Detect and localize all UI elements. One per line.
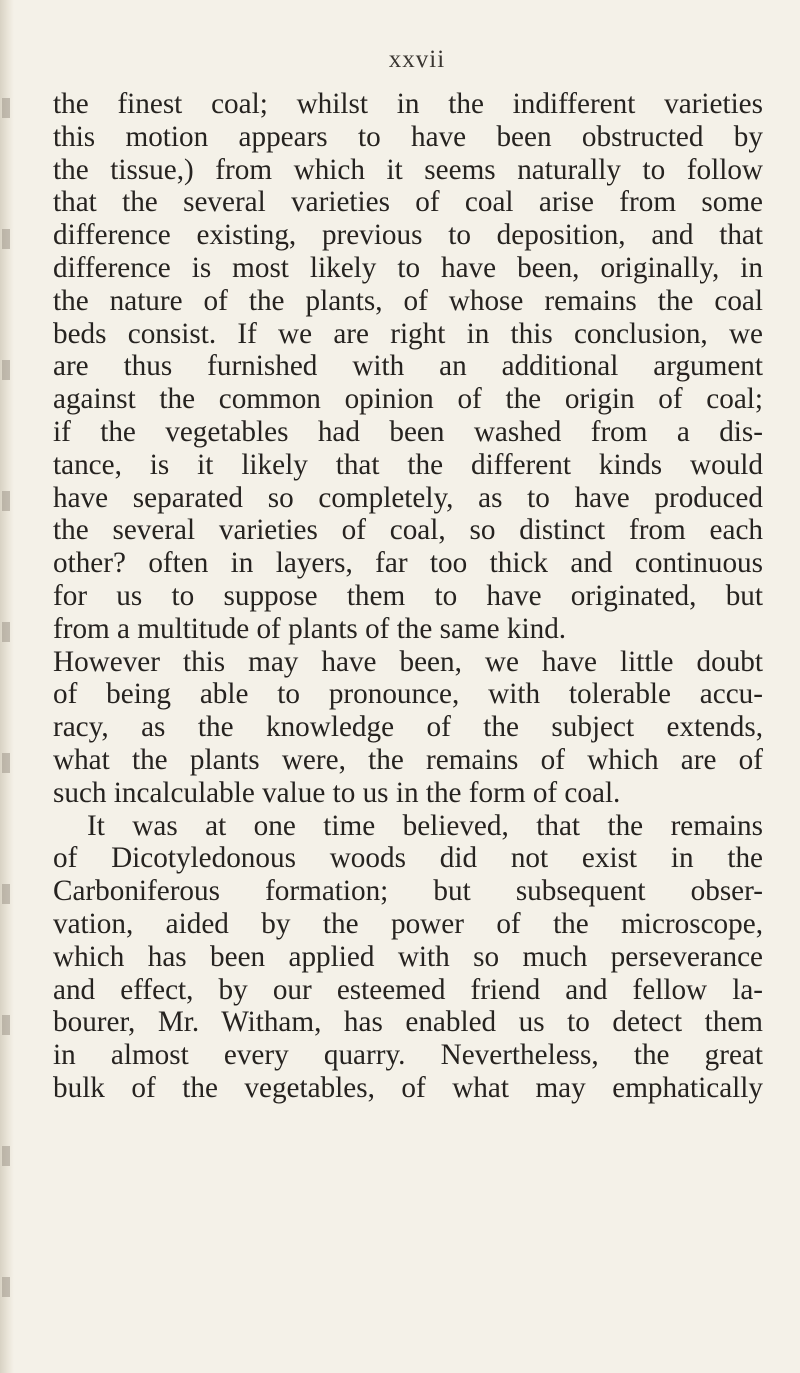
text-line: the finest coal; whilst in the indifferent varieties	[53, 88, 763, 120]
facing-page-bleed	[2, 0, 10, 1373]
text-line: bulk of the vegetables, of what may emphatically	[53, 1071, 763, 1104]
text-line: beds consist. If we are right in this conclusion, we	[53, 317, 763, 350]
text-line: of being able to pronounce, with tolerable accu-	[53, 678, 763, 711]
text-line: racy, as the knowledge of the subject extends,	[53, 711, 763, 744]
text-line: However this may have been, we have little doubt	[53, 645, 763, 678]
page-number: xxvii	[388, 46, 446, 73]
text-line: difference existing, previous to deposition, and that	[53, 219, 763, 252]
text-line: for us to suppose them to have originated, but	[53, 579, 763, 612]
text-line: which has been applied with so much perseverance	[53, 940, 763, 973]
text-line: if the vegetables had been washed from a dis-	[53, 415, 763, 448]
text-line: this motion appears to have been obstructed by	[53, 120, 763, 153]
text-line: against the common opinion of the origin of coal;	[53, 383, 763, 416]
text-line: bourer, Mr. Witham, has enabled us to detect them	[53, 1006, 763, 1039]
text-line: that the several varieties of coal arise from some	[53, 186, 763, 219]
text-line: have separated so completely, as to have produced	[53, 481, 763, 514]
text-line: the several varieties of coal, so distinct from each	[53, 514, 763, 547]
text-line: of Dicotyledonous woods did not exist in the	[53, 842, 763, 875]
text-line: from a multitude of plants of the same kind.	[53, 612, 567, 645]
text-line: difference is most likely to have been, originally, in	[53, 251, 763, 284]
text-line: Carboniferous formation; but subsequent obser-	[53, 875, 763, 908]
text-line: It was at one time believed, that the remains	[87, 809, 763, 842]
body-text	[53, 88, 763, 1105]
text-line: in almost every quarry. Nevertheless, the great	[53, 1039, 763, 1072]
text-line: and effect, by our esteemed friend and fellow la-	[53, 973, 763, 1006]
text-line: such incalculable value to us in the form of coal.	[53, 776, 621, 809]
text-line: vation, aided by the power of the microscope,	[53, 907, 763, 940]
text-line: what the plants were, the remains of which are of	[53, 743, 763, 776]
text-line: the tissue,) from which it seems naturally to follow	[53, 153, 763, 186]
text-line: tance, is it likely that the different kinds would	[53, 448, 763, 481]
text-line: other? often in layers, far too thick and continuous	[53, 547, 763, 580]
binding-gutter	[0, 0, 14, 1373]
text-line: the nature of the plants, of whose remains the coal	[53, 284, 763, 317]
text-line: are thus furnished with an additional argument	[53, 350, 763, 383]
